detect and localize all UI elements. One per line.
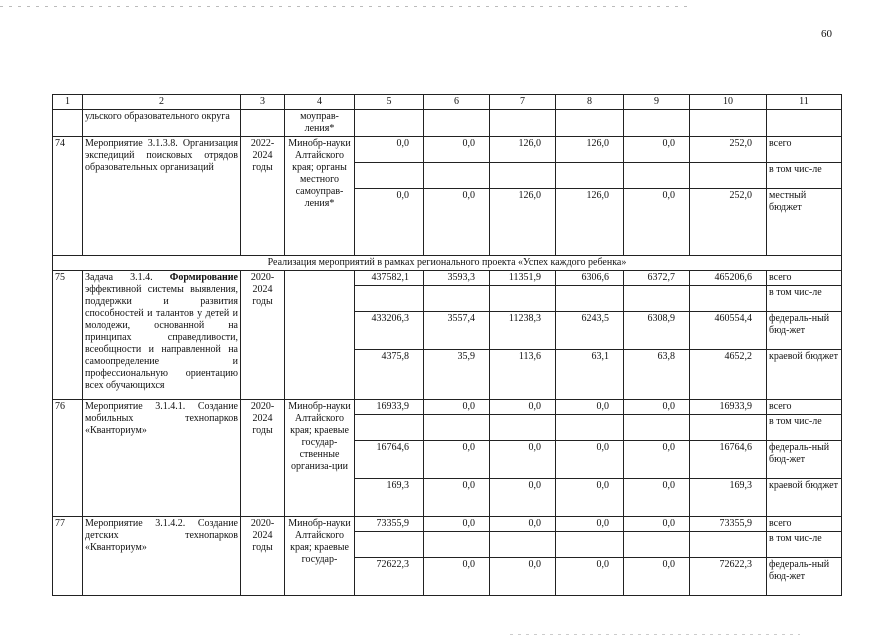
value-cell: 0,0 [424,400,490,415]
description-cell: Мероприятие 3.1.3.8. Организация экспедиций поисковых отрядов образовательных организаций [83,137,241,256]
value-cell: 6243,5 [556,312,624,350]
row-number-cell: 74 [53,137,83,256]
period-cell: 2020-2024 годы [241,400,285,517]
executor-cell: Минобр-науки Алтайского края; краевые государ-ственные организа-ции [285,400,355,517]
value-cell: 0,0 [556,517,624,532]
value-cell: 0,0 [424,189,490,256]
budget-table-container [52,94,841,596]
source-cell: краевой бюджет [767,350,842,400]
value-cell: 16933,9 [690,400,767,415]
header-cell: 5 [355,95,424,110]
section-title: Реализация мероприятий в рамках регионального проекта «Успех каждого ребенка» [53,256,842,271]
source-cell: всего [767,400,842,415]
value-cell: 0,0 [624,441,690,479]
value-cell: 126,0 [490,137,556,163]
value-cell: 465206,6 [690,271,767,286]
value-cell: 0,0 [490,479,556,517]
executor-cell: Минобр-науки Алтайского края; органы местного самоуправ-ления* [285,137,355,256]
value-cell: 0,0 [355,137,424,163]
description-cell: ульского образовательного округа [83,110,241,137]
value-cell: 252,0 [690,189,767,256]
value-cell: 0,0 [624,137,690,163]
value-cell: 72622,3 [355,558,424,596]
header-cell: 6 [424,95,490,110]
value-cell: 0,0 [424,558,490,596]
table-row-74 [53,137,842,163]
value-cell: 6372,7 [624,271,690,286]
period-cell: 2022-2024 годы [241,137,285,256]
value-cell: 0,0 [490,517,556,532]
value-cell: 4652,2 [690,350,767,400]
budget-table [52,94,842,596]
value-cell: 0,0 [556,479,624,517]
value-cell: 11351,9 [490,271,556,286]
value-cell: 0,0 [556,441,624,479]
value-cell [355,286,424,312]
header-row [53,95,842,110]
value-cell: 0,0 [624,517,690,532]
scan-artifact-top [0,6,690,7]
value-cell: 126,0 [556,137,624,163]
value-cell: 0,0 [624,479,690,517]
source-cell: всего [767,271,842,286]
header-cell: 2 [83,95,241,110]
value-cell: 3557,4 [424,312,490,350]
value-cell [424,163,490,189]
value-cell [490,163,556,189]
executor-cell: Минобр-науки Алтайского края; краевые государ- [285,517,355,596]
value-cell [424,286,490,312]
header-cell: 10 [690,95,767,110]
description-cell: Мероприятие 3.1.4.2. Создание детских технопарков «Кванториум» [83,517,241,596]
value-cell [490,415,556,441]
value-cell: 0,0 [490,400,556,415]
value-cell: 6306,6 [556,271,624,286]
value-cell: 73355,9 [355,517,424,532]
header-cell: 8 [556,95,624,110]
table-row-77 [53,517,842,532]
value-cell: 0,0 [424,441,490,479]
value-cell: 0,0 [424,479,490,517]
value-cell: 113,6 [490,350,556,400]
header-cell: 1 [53,95,83,110]
value-cell: 16764,6 [690,441,767,479]
value-cell [355,163,424,189]
value-cell: 3593,3 [424,271,490,286]
task-prefix: Задача 3.1.4. [85,272,170,283]
value-cell: 0,0 [424,137,490,163]
header-cell: 11 [767,95,842,110]
section-title-row [53,256,842,271]
source-cell: всего [767,517,842,532]
value-cell: 126,0 [490,189,556,256]
value-cell [556,415,624,441]
source-cell: в том чис-ле [767,532,842,558]
value-cell [556,532,624,558]
value-cell [624,286,690,312]
source-cell: федераль-ный бюд-жет [767,312,842,350]
value-cell: 0,0 [556,558,624,596]
value-cell [556,163,624,189]
source-cell: всего [767,137,842,163]
value-cell: 16933,9 [355,400,424,415]
value-cell: 437582,1 [355,271,424,286]
value-cell: 35,9 [424,350,490,400]
page-number: 60 [821,28,832,40]
source-cell: федераль-ный бюд-жет [767,441,842,479]
value-cell: 0,0 [624,400,690,415]
value-cell: 73355,9 [690,517,767,532]
row-number-cell: 76 [53,400,83,517]
value-cell: 6308,9 [624,312,690,350]
value-cell [355,415,424,441]
executor-cell [285,271,355,400]
header-cell: 9 [624,95,690,110]
value-cell: 0,0 [355,189,424,256]
row-number-cell: 75 [53,271,83,400]
task-rest: эффективной системы выявления, поддержки и развития способностей и талантов у детей и молодежи, основанной на принципах справедливости, всеобщности и направленной на самоопределение и профессиональную ориентацию всех обучающихся [85,284,238,391]
row-number-cell: 77 [53,517,83,596]
header-cell: 3 [241,95,285,110]
scan-artifact-bottom [510,634,800,635]
period-cell [241,110,285,137]
source-cell: в том чис-ле [767,415,842,441]
value-cell [624,532,690,558]
value-cell: 11238,3 [490,312,556,350]
value-cell: 63,8 [624,350,690,400]
source-cell: в том чис-ле [767,163,842,189]
table-row-75 [53,271,842,286]
value-cell: 126,0 [556,189,624,256]
value-cell: 63,1 [556,350,624,400]
description-cell [83,271,241,400]
value-cell: 0,0 [624,189,690,256]
value-cell [624,163,690,189]
table-row-76 [53,400,842,415]
value-cell: 4375,8 [355,350,424,400]
source-cell: местный бюджет [767,189,842,256]
description-cell: Мероприятие 3.1.4.1. Создание мобильных технопарков «Кванториум» [83,400,241,517]
executor-cell: моуправ-ления* [285,110,355,137]
value-cell: 0,0 [490,558,556,596]
value-cell [424,532,490,558]
value-cell [690,286,767,312]
value-cell: 0,0 [424,517,490,532]
source-cell: краевой бюджет [767,479,842,517]
header-cell: 7 [490,95,556,110]
value-cell: 0,0 [556,400,624,415]
value-cell: 460554,4 [690,312,767,350]
value-cell: 72622,3 [690,558,767,596]
value-cell [424,415,490,441]
value-cell [690,163,767,189]
header-cell: 4 [285,95,355,110]
value-cell [490,532,556,558]
value-cell [690,415,767,441]
value-cell [624,415,690,441]
period-cell: 2020-2024 годы [241,271,285,400]
value-cell [690,532,767,558]
source-cell: федераль-ный бюд-жет [767,558,842,596]
value-cell: 0,0 [490,441,556,479]
value-cell [490,286,556,312]
value-cell: 169,3 [355,479,424,517]
source-cell: в том чис-ле [767,286,842,312]
value-cell: 169,3 [690,479,767,517]
value-cell [556,286,624,312]
value-cell: 16764,6 [355,441,424,479]
value-cell [355,532,424,558]
table-row-continuation [53,110,842,137]
row-number-cell [53,110,83,137]
value-cell: 252,0 [690,137,767,163]
value-cell: 433206,3 [355,312,424,350]
period-cell: 2020-2024 годы [241,517,285,596]
task-bold-word: Формирование [169,272,238,283]
value-cell: 0,0 [624,558,690,596]
